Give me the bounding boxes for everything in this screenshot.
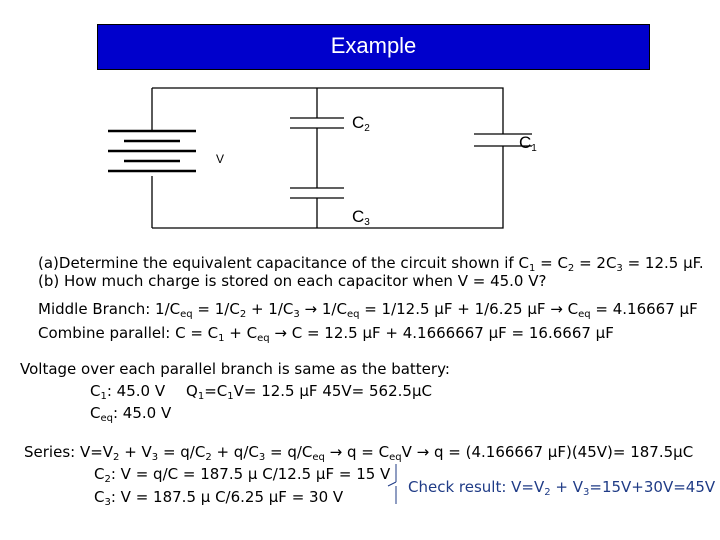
wire-top [152,88,503,134]
wire-bottom [152,146,503,228]
voltage-ceq: $C_{eq}$: 45.0 V [90,404,172,424]
series-c3: $C_3$: V = 187.5 µ C/6.25 µF = 30 V [94,488,344,508]
question-a: (a)Determine the equivalent capacitance of the circuit shown if $C_1 = C_2 = 2C_3 = 12.5$ µF. [38,254,704,274]
charge-q1: $Q_1=C_1V= 12.5$ µF 45V= 562.5µC [186,382,432,402]
capacitor-c3 [290,188,344,198]
check-bracket [386,462,406,506]
combine-parallel-line: Combine parallel: $C = C_1 + C_{eq} \to C = 12.5$ µF + 4.1666667 µF = 16.6667 µF [38,324,614,344]
arrow-icon: → [550,300,563,318]
arrow-icon: → [324,443,343,461]
banner-title: Example [330,33,417,58]
series-line: Series: $V=V_2 + V_3 = q/C_2 + q/C_3 = q/C_{eq} \to q = C_{eq}V \to q = (4.166667$ µF)(45V)= 187.5µC [24,443,694,463]
question-b: (b) How much charge is stored on each capacitor when V = 45.0 V? [38,272,547,290]
voltage-c1: $C_1$: 45.0 V [90,382,166,402]
arrow-icon: → [269,324,287,342]
check-result: Check result: $V=V_2 + V_3=15V+30V=45V$ [408,478,716,498]
middle-branch-line: Middle Branch: $1/C_{eq} = 1/C_2 + 1/C_3 \to 1/C_{eq} = 1/12.5$ µF + 1/6.25 $\mu F \to C_{eq} = 4.16667$ µF [38,300,698,320]
arrow-icon: → [416,443,430,461]
arrow-icon: → [299,300,318,318]
series-c2: $C_2$: V = q/C = 187.5 µ C/12.5 µF = 15 V [94,465,391,485]
label-c3: $C_3$ [352,207,370,228]
label-v: V [216,152,225,166]
voltage-intro: Voltage over each parallel branch is same as the battery: [20,360,450,378]
label-c2: $C_2$ [352,113,370,134]
capacitor-c2 [290,118,344,128]
label-c1: $C_1$ [519,133,537,154]
battery [108,131,196,171]
